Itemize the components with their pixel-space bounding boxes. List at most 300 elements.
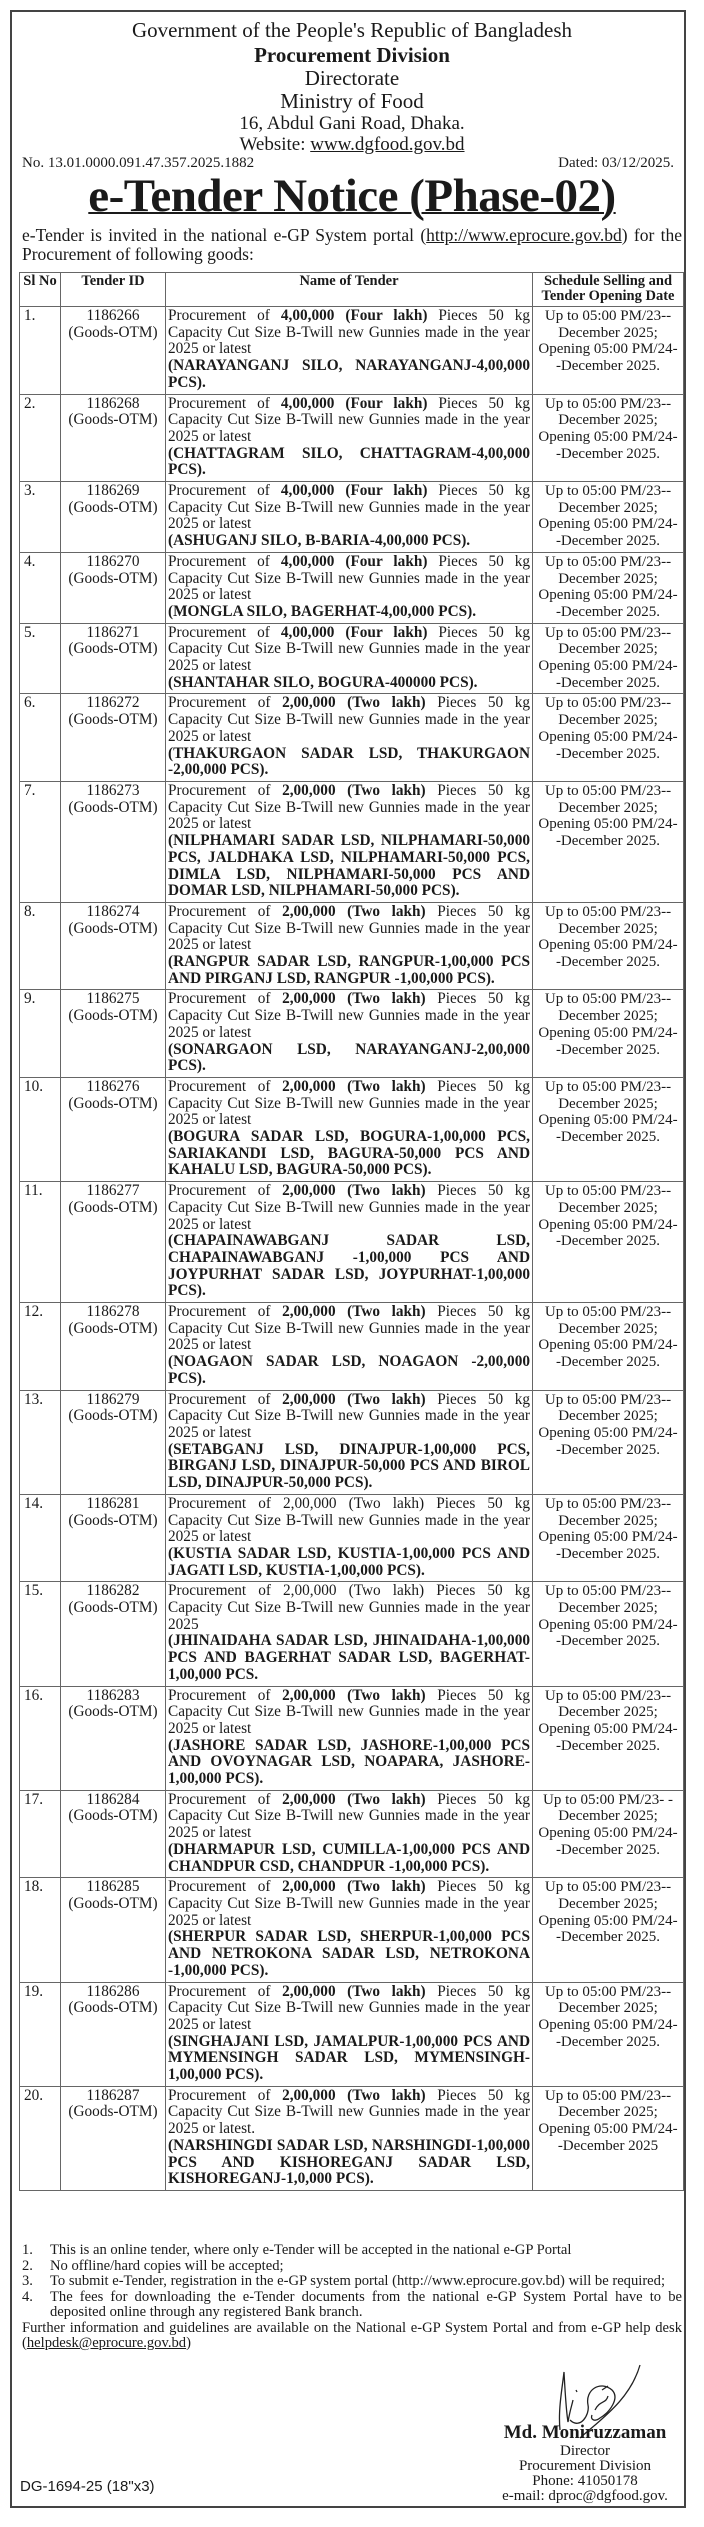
- schedule-line: Opening 05:00 PM/24-: [538, 1337, 678, 1354]
- tender-description: Pieces 50 kg Capacity Cut Size B-Twill new Gunnies made in the year 2025 or latest: [168, 1790, 530, 1842]
- intro-before: e-Tender is invited in the national e-GP System portal (: [22, 225, 427, 245]
- tender-location: (SHERPUR SADAR LSD, SHERPUR-1,00,000 PCS AND NETROKONA SADAR LSD, NETROKONA -1,00,000 PCS).: [168, 1928, 530, 1979]
- tender-description: Pieces 50 kg Capacity Cut Size B-Twill new Gunnies made in the year 2025 or latest: [168, 1494, 530, 1546]
- tender-type: (Goods-OTM): [68, 1999, 158, 2017]
- table-row: [20, 1390, 684, 1494]
- tender-location: (NARAYANGANJ SILO, NARAYANGANJ-4,00,000 PCS).: [168, 357, 530, 391]
- table-row: [20, 1982, 684, 2086]
- tender-prefix: Procurement of: [168, 1077, 271, 1095]
- tender-name-cell: [166, 1390, 533, 1494]
- schedule-line: December 2025;: [558, 499, 658, 516]
- sl-number: 19.: [20, 1982, 61, 2086]
- tender-type: (Goods-OTM): [68, 1894, 158, 1912]
- schedule-line: Opening 05:00 PM/24-: [538, 341, 678, 358]
- schedule-cell: [533, 1982, 684, 2086]
- tender-id: 1186269: [86, 482, 140, 500]
- sl-number: 2.: [20, 394, 61, 482]
- tender-id-cell: [61, 623, 166, 694]
- further-text: Further information and guidelines are available on the National e-GP System Portal and from e-GP help desk (: [22, 2319, 682, 2351]
- tender-description: Pieces 50 kg Capacity Cut Size B-Twill new Gunnies made in the year 2025 or latest: [168, 394, 531, 445]
- tender-id-cell: [61, 1878, 166, 1982]
- tender-description: Pieces 50 kg Capacity Cut Size B-Twill new Gunnies made in the year 2025 or latest: [168, 1077, 530, 1129]
- schedule-line: -December 2025.: [555, 445, 661, 462]
- tender-name-cell: [166, 1494, 533, 1582]
- tender-type: (Goods-OTM): [68, 498, 158, 516]
- tender-location: (SONARGAON LSD, NARAYANGANJ-2,00,000 PCS).: [168, 1040, 530, 1075]
- schedule-line: Up to 05:00 PM/23--: [544, 483, 672, 500]
- sl-number: 13.: [20, 1390, 61, 1494]
- tender-name-cell: [166, 1582, 533, 1686]
- website-link[interactable]: www.dgfood.gov.bd: [310, 134, 465, 155]
- tender-prefix: Procurement of: [168, 623, 270, 641]
- tender-prefix: Procurement of: [168, 1182, 271, 1200]
- sl-number: 12.: [20, 1303, 61, 1391]
- tender-type: (Goods-OTM): [68, 1599, 158, 1617]
- tender-name-cell: [166, 1878, 533, 1982]
- note-item: [22, 2259, 682, 2275]
- schedule-line: -December 2025.: [555, 1929, 661, 1946]
- tender-prefix: Procurement of: [168, 902, 271, 920]
- tender-location: (KUSTIA SADAR LSD, KUSTIA-1,00,000 PCS AND JAGATI LSD, KUSTIA-1,00,000 PCS).: [168, 1544, 530, 1579]
- signer-designation: Director: [560, 2443, 610, 2459]
- schedule-cell: [533, 394, 684, 482]
- tender-id: 1186285: [86, 1878, 140, 1896]
- tender-description: Pieces 50 kg Capacity Cut Size B-Twill new Gunnies made in the year 2025: [168, 1582, 530, 1633]
- tender-quantity: 4,00,000 (Four lakh): [280, 552, 428, 570]
- note-text: This is an online tender, where only e-Tender will be accepted in the national e-GP Portal: [50, 2242, 572, 2258]
- tender-quantity: 2,00,000 (Two lakh): [282, 1686, 426, 1704]
- tender-quantity: 4,00,000 (Four lakh): [280, 307, 428, 324]
- tender-id: 1186271: [86, 623, 140, 641]
- schedule-cell: [533, 1182, 684, 1303]
- tender-name-cell: [166, 552, 533, 623]
- tender-location: (SETABGANJ LSD, DINAJPUR-1,00,000 PCS, BIRGANJ LSD, DINAJPUR-50,000 PCS AND BIROL LSD, DINAJPUR-50,000 PCS).: [168, 1440, 530, 1492]
- tender-id-cell: [61, 1390, 166, 1494]
- tender-name-cell: [166, 1686, 533, 1790]
- table-row: [20, 1182, 684, 1303]
- schedule-line: Up to 05:00 PM/23--: [544, 991, 672, 1008]
- tender-quantity: 2,00,000 (Two lakh): [282, 1077, 426, 1095]
- table-row: [20, 1077, 684, 1181]
- signer-email: e-mail: dproc@dgfood.gov.: [502, 2488, 668, 2504]
- address-line: 16, Abdul Gani Road, Dhaka.: [239, 113, 465, 134]
- table-header-row: [20, 273, 684, 307]
- sl-number: 18.: [20, 1878, 61, 1982]
- schedule-line: -December 2025.: [555, 1633, 661, 1650]
- tender-id-cell: [61, 781, 166, 902]
- tender-prefix: Procurement of: [168, 1582, 271, 1600]
- tender-name-cell: [166, 2086, 533, 2190]
- signer-name-text: Md. Moniruzzaman: [503, 2422, 667, 2443]
- schedule-line: Up to 05:00 PM/23--: [544, 1304, 672, 1321]
- tender-id: 1186273: [86, 781, 140, 799]
- schedule-cell: [533, 307, 684, 395]
- helpdesk-email-link[interactable]: helpdesk@eprocure.gov.bd: [26, 2335, 187, 2351]
- schedule-line: Opening 05:00 PM/24-: [538, 587, 678, 604]
- schedule-line: Opening 05:00 PM/24-: [538, 728, 678, 745]
- tender-name-cell: [166, 307, 533, 395]
- tender-name-cell: [166, 1982, 533, 2086]
- table-row: [20, 1878, 684, 1982]
- sl-number: 15.: [20, 1582, 61, 1686]
- tender-id-cell: [61, 1686, 166, 1790]
- tender-location: (RANGPUR SADAR LSD, RANGPUR-1,00,000 PCS AND PIRGANJ LSD, RANGPUR -1,00,000 PCS).: [168, 953, 530, 987]
- tender-quantity: 4,00,000 (Four lakh): [280, 482, 428, 500]
- tender-id-cell: [61, 1582, 166, 1686]
- sl-number: 8.: [20, 902, 61, 990]
- tender-location: (JASHORE SADAR LSD, JASHORE-1,00,000 PCS AND OVOYNAGAR LSD, NOAPARA, JASHORE-1,00,000 PCS).: [168, 1736, 530, 1788]
- schedule-cell: [533, 1303, 684, 1391]
- tender-id-cell: [61, 1982, 166, 2086]
- header-sl: Sl No: [20, 273, 61, 307]
- sl-number: 7.: [20, 781, 61, 902]
- tender-quantity: 4,00,000 (Four lakh): [280, 394, 428, 412]
- tender-quantity: 2,00,000 (Two lakh): [283, 1582, 425, 1600]
- schedule-line: Up to 05:00 PM/23--: [544, 1879, 672, 1896]
- tender-type: (Goods-OTM): [68, 1319, 158, 1337]
- schedule-line: Up to 05:00 PM/23--: [544, 695, 672, 712]
- tender-id: 1186287: [86, 2086, 140, 2104]
- tender-id: 1186268: [86, 394, 140, 412]
- tender-type: (Goods-OTM): [68, 1007, 158, 1025]
- tender-location: (BOGURA SADAR LSD, BOGURA-1,00,000 PCS, SARIAKANDI LSD, BAGURA-50,000 PCS AND KAHALU LSD, BAGURA-50,000 PCS).: [168, 1128, 530, 1179]
- table-row: [20, 902, 684, 990]
- note-number: 3.: [22, 2273, 33, 2289]
- website-line: [0, 134, 704, 156]
- schedule-line: Up to 05:00 PM/23--: [544, 1495, 672, 1512]
- tender-table: [19, 272, 684, 2191]
- tender-quantity: 2,00,000 (Two lakh): [282, 1182, 426, 1200]
- schedule-line: Opening 05:00 PM/24-: [538, 1112, 678, 1129]
- tender-name-cell: [166, 990, 533, 1078]
- tender-description: Pieces 50 kg Capacity Cut Size B-Twill new Gunnies made in the year 2025 or latest: [168, 1982, 530, 2033]
- table-row: [20, 1494, 684, 1582]
- tender-type: (Goods-OTM): [68, 569, 158, 587]
- schedule-line: Opening 05:00 PM/24-: [538, 1024, 678, 1041]
- schedule-line: December 2025;: [558, 412, 658, 429]
- website-label: Website:: [239, 134, 306, 155]
- schedule-line: -December 2025.: [555, 1441, 661, 1458]
- tender-name-cell: [166, 902, 533, 990]
- tender-prefix: Procurement of: [168, 1982, 271, 2000]
- tender-description: Pieces 50 kg Capacity Cut Size B-Twill new Gunnies made in the year 2025 or latest: [168, 1182, 530, 1233]
- intro-after: ) for the Procurement of following goods:: [22, 225, 683, 264]
- tender-id: 1186279: [86, 1390, 140, 1408]
- tender-id-cell: [61, 1790, 166, 1878]
- division-line: Procurement Division: [254, 43, 450, 67]
- further-close: ): [186, 2335, 191, 2351]
- sl-number: 4.: [20, 552, 61, 623]
- table-row: [20, 1790, 684, 1878]
- tender-id: 1186284: [86, 1790, 140, 1808]
- further-info: [22, 2321, 682, 2352]
- tender-prefix: Procurement of: [168, 694, 271, 712]
- tender-quantity: 2,00,000 (Two lakh): [282, 1982, 426, 2000]
- schedule-line: -December 2025.: [555, 674, 661, 691]
- tender-location: (NOAGAON SADAR LSD, NOAGAON -2,00,000 PCS).: [168, 1353, 530, 1387]
- tender-description: Pieces 50 kg Capacity Cut Size B-Twill new Gunnies made in the year 2025 or latest: [168, 552, 531, 604]
- tender-prefix: Procurement of: [168, 1878, 271, 1896]
- tender-id: 1186278: [86, 1303, 140, 1321]
- tender-location: (SHANTAHAR SILO, BOGURA-400000 PCS).: [168, 673, 478, 691]
- tender-quantity: 4,00,000 (Four lakh): [280, 623, 428, 641]
- tender-location: (NARSHINGDI SADAR LSD, NARSHINGDI-1,00,000 PCS AND KISHOREGANJ SADAR LSD, KISHOREGANJ-1,0,000 PCS).: [168, 2136, 530, 2188]
- schedule-line: December 2025;: [558, 1704, 658, 1721]
- schedule-line: Opening 05:00 PM/24-: [538, 658, 678, 675]
- schedule-line: December 2025;: [558, 1095, 658, 1112]
- schedule-line: December 2025;: [558, 1512, 658, 1529]
- tender-location: (DHARMAPUR LSD, CUMILLA-1,00,000 PCS AND CHANDPUR CSD, CHANDPUR -1,00,000 PCS).: [168, 1840, 530, 1875]
- table-row: [20, 1686, 684, 1790]
- tender-prefix: Procurement of: [168, 1790, 271, 1808]
- tender-type: (Goods-OTM): [68, 1407, 158, 1425]
- schedule-line: Up to 05:00 PM/23--: [544, 1391, 672, 1408]
- schedule-line: Up to 05:00 PM/23--: [544, 1687, 672, 1704]
- schedule-line: Opening 05:00 PM/24-: [538, 2016, 678, 2033]
- tender-quantity: 2,00,000 (Two lakh): [282, 1790, 426, 1808]
- ad-code: DG-1694-25 (18"x3): [20, 2478, 155, 2495]
- schedule-cell: [533, 1390, 684, 1494]
- tender-prefix: Procurement of: [168, 394, 270, 412]
- schedule-cell: [533, 2086, 684, 2190]
- note-number: 4.: [22, 2288, 33, 2305]
- tender-id-cell: [61, 1303, 166, 1391]
- tender-id: 1186283: [86, 1686, 140, 1704]
- tender-id: 1186275: [86, 990, 140, 1008]
- schedule-line: Opening 05:00 PM/24-: [538, 1825, 678, 1842]
- tender-type: (Goods-OTM): [68, 1198, 158, 1216]
- page-title: e-Tender Notice (Phase-02): [88, 170, 616, 222]
- schedule-line: -December 2025.: [555, 1233, 661, 1250]
- schedule-line: Opening 05:00 PM/24-: [538, 2121, 678, 2138]
- schedule-line: -December 2025.: [555, 533, 661, 550]
- tender-location: (SINGHAJANI LSD, JAMALPUR-1,00,000 PCS AND MYMENSINGH SADAR LSD, MYMENSINGH-1,00,000 PCS).: [168, 2032, 530, 2084]
- header-tender-id: Tender ID: [61, 273, 166, 307]
- schedule-line: -December 2025.: [555, 2033, 661, 2050]
- directorate-line: Directorate: [304, 66, 400, 90]
- tender-id-cell: [61, 307, 166, 395]
- schedule-line: Opening 05:00 PM/24-: [538, 1720, 678, 1737]
- sl-number: 10.: [20, 1077, 61, 1181]
- schedule-line: December 2025;: [558, 1808, 658, 1825]
- tender-description: Pieces 50 kg Capacity Cut Size B-Twill new Gunnies made in the year 2025 or latest: [168, 307, 531, 358]
- schedule-line: Up to 05:00 PM/23--: [544, 308, 672, 324]
- tender-quantity: 2,00,000 (Two lakh): [282, 781, 426, 799]
- note-item: [22, 2290, 682, 2321]
- schedule-line: Up to 05:00 PM/23--: [544, 553, 672, 570]
- tender-name-cell: [166, 694, 533, 782]
- schedule-line: Opening 05:00 PM/24-: [538, 1912, 678, 1929]
- schedule-line: December 2025;: [558, 2000, 658, 2017]
- tender-prefix: Procurement of: [168, 2086, 271, 2104]
- memo-number: No. 13.01.0000.091.47.357.2025.1882: [22, 155, 255, 171]
- note-text: The fees for downloading the e-Tender documents from the national e-GP System Portal have to be deposited online through any registered Bank branch.: [50, 2288, 682, 2320]
- tender-description: Pieces 50 kg Capacity Cut Size B-Twill new Gunnies made in the year 2025 or latest: [168, 1390, 530, 1441]
- schedule-line: -December 2025.: [555, 603, 661, 620]
- schedule-line: Opening 05:00 PM/24-: [538, 1616, 678, 1633]
- schedule-line: -December 2025.: [555, 358, 661, 375]
- tender-type: (Goods-OTM): [68, 711, 158, 729]
- tender-prefix: Procurement of: [168, 990, 271, 1008]
- schedule-line: December 2025;: [558, 920, 658, 937]
- note-item: [22, 2274, 682, 2290]
- schedule-cell: [533, 781, 684, 902]
- tender-prefix: Procurement of: [168, 307, 270, 324]
- eprocure-link[interactable]: http://www.eprocure.gov.bd: [426, 225, 622, 245]
- tender-quantity: 2,00,000 (Two lakh): [282, 990, 426, 1008]
- tender-type: (Goods-OTM): [68, 323, 158, 341]
- tender-location: (MONGLA SILO, BAGERHAT-4,00,000 PCS).: [168, 602, 477, 620]
- schedule-line: December 2025;: [558, 324, 658, 341]
- schedule-line: December 2025;: [558, 1320, 658, 1337]
- schedule-cell: [533, 1878, 684, 1982]
- tender-type: (Goods-OTM): [68, 2103, 158, 2121]
- note-number: 1.: [22, 2242, 33, 2258]
- header-schedule: Schedule Selling and Tender Opening Date: [533, 273, 684, 307]
- signer-phone: Phone: 41050178: [532, 2473, 638, 2489]
- schedule-line: -December 2025.: [555, 1354, 661, 1371]
- schedule-line: Up to 05:00 PM/23- -: [542, 1791, 673, 1808]
- tender-type: (Goods-OTM): [68, 411, 158, 429]
- table-row: [20, 1582, 684, 1686]
- government-line: Government of the People's Republic of Bangladesh: [131, 18, 572, 42]
- tender-id: 1186270: [86, 552, 140, 570]
- schedule-line: December 2025;: [558, 712, 658, 729]
- schedule-line: -December 2025.: [555, 1545, 661, 1562]
- schedule-line: -December 2025.: [555, 1841, 661, 1858]
- tender-location: (CHATTAGRAM SILO, CHATTAGRAM-4,00,000 PCS).: [168, 444, 530, 479]
- note-text: To submit e-Tender, registration in the e-GP system portal (http://www.eprocure.gov.bd) will be required;: [50, 2273, 666, 2289]
- tender-id-cell: [61, 694, 166, 782]
- schedule-line: Up to 05:00 PM/23--: [544, 1583, 672, 1600]
- schedule-line: Up to 05:00 PM/23--: [544, 2087, 672, 2104]
- tender-type: (Goods-OTM): [68, 640, 158, 658]
- schedule-cell: [533, 1077, 684, 1181]
- tender-location: (JHINAIDAHA SADAR LSD, JHINAIDAHA-1,00,000 PCS AND BAGERHAT SADAR LSD, BAGERHAT-1,00,000 PCS.: [168, 1632, 530, 1683]
- tender-id: 1186286: [86, 1982, 140, 2000]
- note-number: 2.: [22, 2257, 33, 2274]
- schedule-line: Up to 05:00 PM/23--: [544, 1983, 672, 2000]
- schedule-line: December 2025;: [558, 1199, 658, 1216]
- schedule-line: December 2025;: [558, 1895, 658, 1912]
- schedule-cell: [533, 902, 684, 990]
- schedule-line: December 2025;: [558, 570, 658, 587]
- schedule-cell: [533, 552, 684, 623]
- intro-text: [22, 226, 682, 264]
- tender-id-cell: [61, 1494, 166, 1582]
- tender-id: 1186282: [86, 1582, 140, 1600]
- schedule-cell: [533, 482, 684, 553]
- tender-type: (Goods-OTM): [68, 1511, 158, 1529]
- notes-section: [22, 2243, 682, 2352]
- schedule-line: -December 2025: [557, 2137, 659, 2154]
- tender-quantity: 2,00,000 (Two lakh): [283, 1494, 425, 1512]
- schedule-line: Up to 05:00 PM/23--: [544, 1183, 672, 1200]
- schedule-cell: [533, 990, 684, 1078]
- tender-description: Pieces 50 kg Capacity Cut Size B-Twill new Gunnies made in the year 2025 or latest: [168, 1303, 530, 1354]
- tender-description: Pieces 50 kg Capacity Cut Size B-Twill new Gunnies made in the year 2025 or latest.: [168, 2086, 530, 2138]
- schedule-line: -December 2025.: [555, 833, 661, 850]
- table-row: [20, 623, 684, 694]
- sl-number: 11.: [20, 1182, 61, 1303]
- sl-number: 17.: [20, 1790, 61, 1878]
- tender-prefix: Procurement of: [168, 1303, 271, 1321]
- tender-name-cell: [166, 1790, 533, 1878]
- note-text: No offline/hard copies will be accepted;: [50, 2257, 284, 2274]
- sl-number: 5.: [20, 623, 61, 694]
- header-name: Name of Tender: [166, 273, 533, 307]
- tender-prefix: Procurement of: [168, 552, 270, 570]
- schedule-line: Opening 05:00 PM/24-: [538, 516, 678, 533]
- sl-number: 14.: [20, 1494, 61, 1582]
- schedule-cell: [533, 1790, 684, 1878]
- schedule-line: -December 2025.: [555, 745, 661, 762]
- table-row: [20, 552, 684, 623]
- schedule-line: December 2025;: [558, 1408, 658, 1425]
- tender-id-cell: [61, 2086, 166, 2190]
- tender-description: Pieces 50 kg Capacity Cut Size B-Twill new Gunnies made in the year 2025 or latest: [168, 1686, 530, 1737]
- tender-name-cell: [166, 623, 533, 694]
- tender-prefix: Procurement of: [168, 1390, 271, 1408]
- tender-prefix: Procurement of: [168, 781, 271, 799]
- schedule-cell: [533, 1582, 684, 1686]
- signer-office: Procurement Division: [518, 2458, 652, 2474]
- tender-id-cell: [61, 990, 166, 1078]
- tender-id: 1186277: [86, 1182, 140, 1200]
- tender-id: 1186276: [86, 1077, 140, 1095]
- tender-description: Pieces 50 kg Capacity Cut Size B-Twill new Gunnies made in the year 2025 or latest: [168, 902, 530, 954]
- notes-list: [22, 2243, 682, 2321]
- schedule-line: Up to 05:00 PM/23--: [544, 903, 672, 920]
- table-row: [20, 694, 684, 782]
- sl-number: 20.: [20, 2086, 61, 2190]
- tender-id-cell: [61, 394, 166, 482]
- schedule-line: Up to 05:00 PM/23--: [544, 395, 672, 412]
- sl-number: 3.: [20, 482, 61, 553]
- schedule-line: Up to 05:00 PM/23--: [544, 1078, 672, 1095]
- tender-quantity: 2,00,000 (Two lakh): [282, 1303, 426, 1321]
- schedule-line: Up to 05:00 PM/23--: [544, 624, 672, 641]
- tender-id-cell: [61, 482, 166, 553]
- tender-quantity: 2,00,000 (Two lakh): [282, 1878, 426, 1896]
- schedule-line: Opening 05:00 PM/24-: [538, 937, 678, 954]
- tender-name-cell: [166, 1303, 533, 1391]
- schedule-line: Opening 05:00 PM/24-: [538, 428, 678, 445]
- schedule-cell: [533, 623, 684, 694]
- schedule-line: Opening 05:00 PM/24-: [538, 816, 678, 833]
- table-row: [20, 990, 684, 1078]
- tender-type: (Goods-OTM): [68, 1703, 158, 1721]
- tender-location: (ASHUGANJ SILO, B-BARIA-4,00,000 PCS).: [168, 532, 471, 550]
- table-row: [20, 1303, 684, 1391]
- tender-quantity: 2,00,000 (Two lakh): [282, 902, 426, 920]
- tender-type: (Goods-OTM): [68, 1807, 158, 1825]
- tender-prefix: Procurement of: [168, 1686, 271, 1704]
- tender-id-cell: [61, 1182, 166, 1303]
- tender-id-cell: [61, 552, 166, 623]
- tender-name-cell: [166, 482, 533, 553]
- schedule-line: December 2025;: [558, 799, 658, 816]
- sl-number: 16.: [20, 1686, 61, 1790]
- tender-name-cell: [166, 1182, 533, 1303]
- sl-number: 9.: [20, 990, 61, 1078]
- tender-quantity: 2,00,000 (Two lakh): [282, 2086, 426, 2104]
- tender-id: 1186274: [86, 902, 140, 920]
- schedule-cell: [533, 694, 684, 782]
- table-row: [20, 2086, 684, 2190]
- tender-location: (CHAPAINAWABGANJ SADAR LSD, CHAPAINAWABGANJ -1,00,000 PCS AND JOYPURHAT SADAR LSD, JOYPURHAT-1,00,000 PCS).: [168, 1232, 530, 1300]
- sl-number: 1.: [20, 307, 61, 395]
